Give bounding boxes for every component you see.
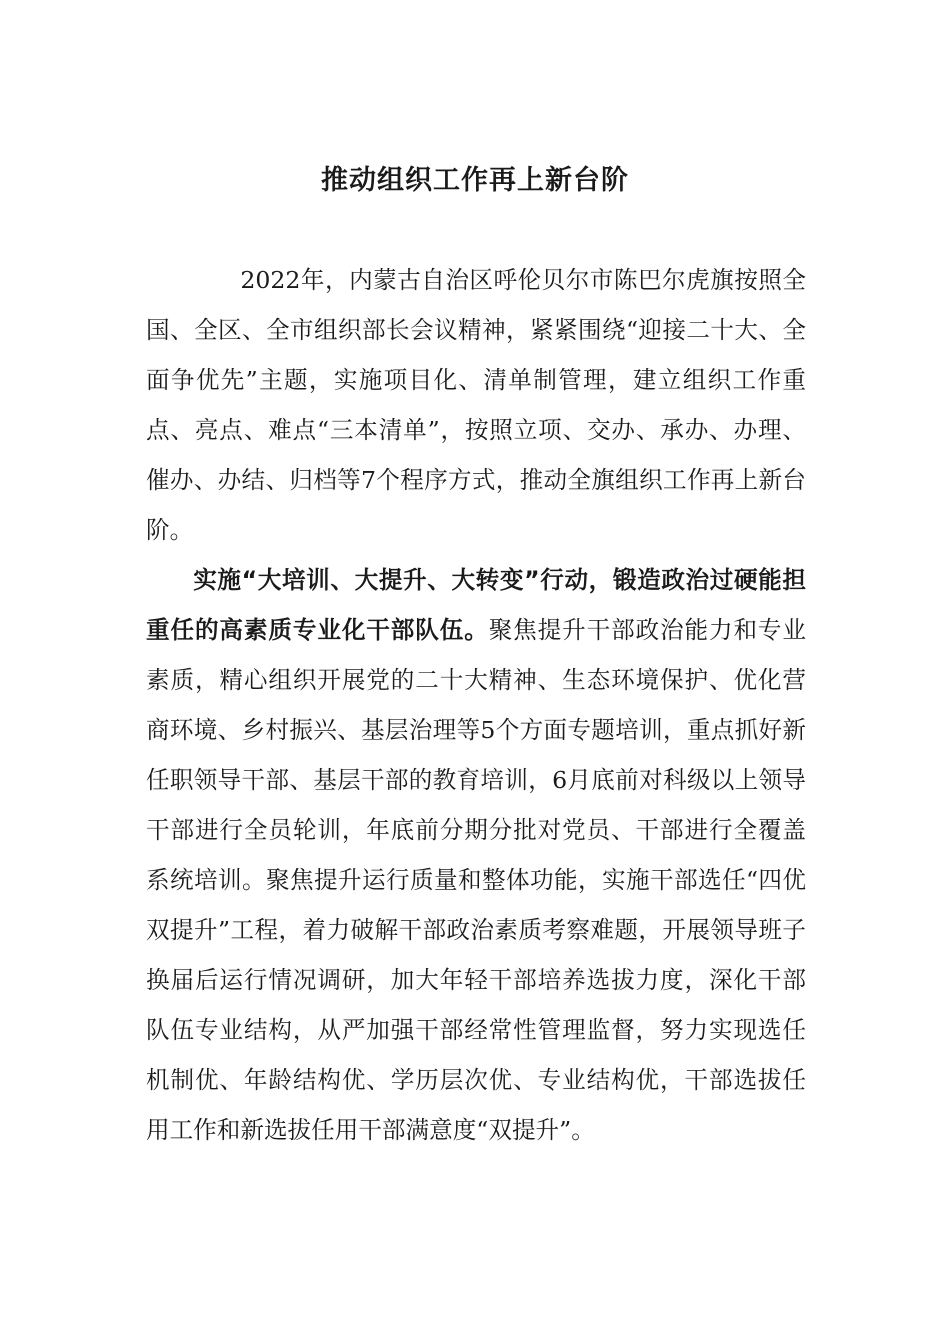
- paragraph-training: [146, 555, 806, 1155]
- paragraph-training-text: 聚焦提升干部政治能力和专业素质，精心组织开展党的二十大精神、生态环境保护、优化营商环境、乡村振兴、基层治理等5个方面专题培训，重点抓好新任职领导干部、基层干部的教育培训，6月底前对科级以上领导干部进行全员轮训，年底前分期分批对党员、干部进行全覆盖系统培训。聚焦提升运行质量和整体功能，实施干部选任“四优双提升”工程，着力破解干部政治素质考察难题，开展领导班子换届后运行情况调研，加大年轻干部培养选拔力度，深化干部队伍专业结构，从严加强干部经常性管理监督，努力实现选任机制优、年龄结构优、学历层次优、专业结构优，干部选拔任用工作和新选拔任用干部满意度“双提升”。: [146, 616, 807, 1144]
- paragraph-intro: [146, 255, 806, 555]
- document-body: [146, 255, 806, 1155]
- paragraph-training-lead: 实施“大培训、大提升、大转变”行动，锻造政治过硬能担重任的高素质专业化干部队伍。: [146, 566, 806, 644]
- paragraph-intro-text: 2022年，内蒙古自治区呼伦贝尔市陈巴尔虎旗按照全国、全区、全市组织部长会议精神，紧紧围绕“迎接二十大、全面争优先”主题，实施项目化、清单制管理，建立组织工作重点、亮点、难点“三本清单”，按照立项、交办、承办、办理、催办、办结、归档等7个程序方式，推动全旗组织工作再上新台阶。: [146, 266, 806, 544]
- document-title: 推动组织工作再上新台阶: [321, 165, 629, 196]
